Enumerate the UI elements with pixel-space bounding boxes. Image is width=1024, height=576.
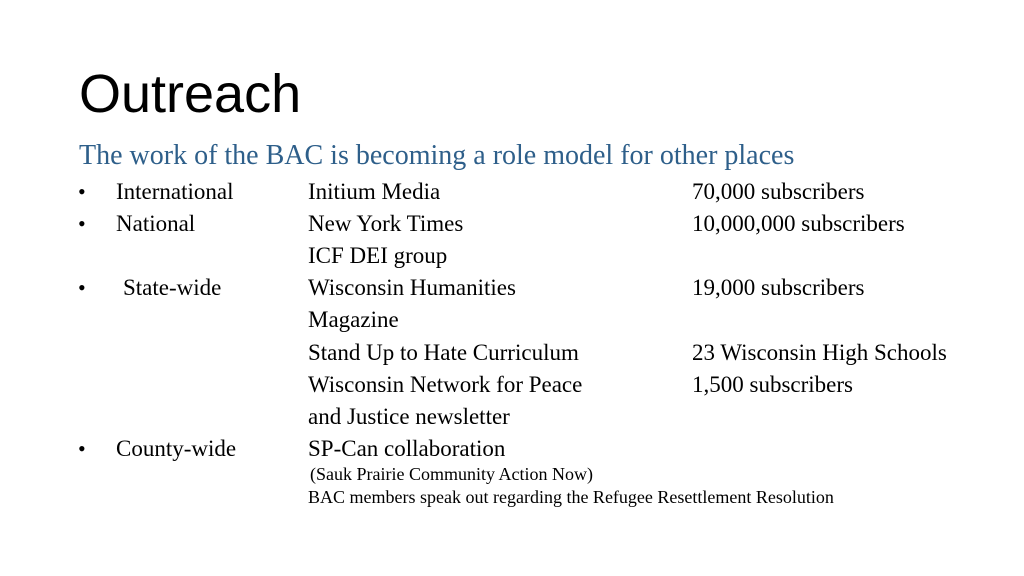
outlet-wisconsin-humanities-cont: Magazine bbox=[308, 307, 399, 332]
bullet-icon: • bbox=[78, 211, 86, 236]
outlet-wisconsin-humanities: Wisconsin Humanities bbox=[308, 275, 516, 300]
scope-state-wide: State-wide bbox=[123, 275, 222, 300]
note-refugee-resolution: BAC members speak out regarding the Refugee Resettlement Resolution bbox=[308, 487, 834, 507]
scope-county-wide: County-wide bbox=[116, 436, 237, 461]
outlet-sp-can: SP-Can collaboration bbox=[308, 436, 506, 461]
note-sauk-prairie: (Sauk Prairie Community Action Now) bbox=[310, 464, 593, 484]
reach-initium-media: 70,000 subscribers bbox=[692, 179, 865, 204]
scope-national: National bbox=[116, 211, 196, 236]
bullet-icon: • bbox=[78, 179, 86, 204]
outlet-wisconsin-network-peace: Wisconsin Network for Peace bbox=[308, 372, 583, 397]
outlet-icf-dei-group: ICF DEI group bbox=[308, 243, 448, 268]
bullet-icon: • bbox=[78, 436, 86, 461]
outlet-new-york-times: New York Times bbox=[308, 211, 464, 236]
scope-international: International bbox=[116, 179, 234, 204]
reach-wisconsin-humanities: 19,000 subscribers bbox=[692, 275, 865, 300]
reach-new-york-times: 10,000,000 subscribers bbox=[692, 211, 905, 236]
reach-stand-up-to-hate: 23 Wisconsin High Schools bbox=[692, 340, 947, 365]
outlet-initium-media: Initium Media bbox=[308, 179, 441, 204]
reach-wisconsin-network-peace: 1,500 subscribers bbox=[692, 372, 853, 397]
slide-title: Outreach bbox=[79, 64, 302, 124]
outlet-stand-up-to-hate: Stand Up to Hate Curriculum bbox=[308, 340, 579, 365]
bullet-icon: • bbox=[78, 275, 86, 300]
outlet-wisconsin-network-peace-cont: and Justice newsletter bbox=[308, 404, 510, 429]
slide-subtitle: The work of the BAC is becoming a role model for other places bbox=[79, 140, 795, 171]
